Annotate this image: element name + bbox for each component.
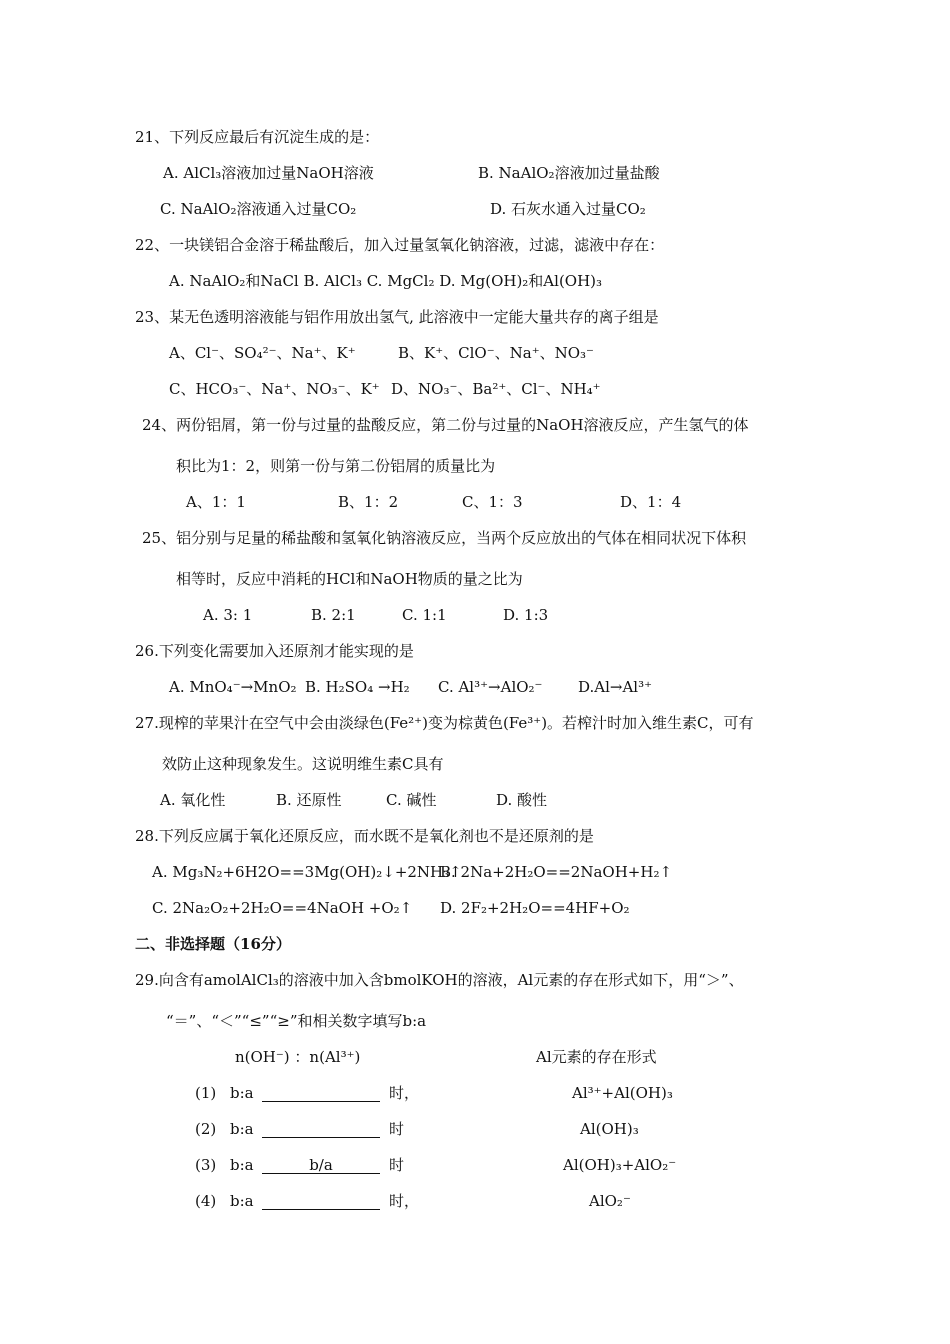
q27-option-b: B. 还原性 — [276, 791, 342, 809]
q25-option-d: D. 1:3 — [503, 606, 549, 624]
q29-row-label: b:a — [230, 1084, 254, 1102]
q26-option-b: B. H₂SO₄ →H₂ — [305, 678, 410, 696]
q28-option-a: A. Mg₃N₂+6H2O==3Mg(OH)₂↓+2NH₃↑ — [152, 863, 462, 881]
q29-row-number: (2) — [195, 1120, 217, 1138]
q25-stem-line1: 25、铝分别与足量的稀盐酸和氢氧化钠溶液反应，当两个反应放出的气体在相同状况下体积 — [142, 529, 747, 547]
q27-option-d: D. 酸性 — [496, 791, 548, 809]
q29-row-label: b:a — [230, 1120, 254, 1138]
q29-row-tail: 时 — [389, 1120, 405, 1138]
q21-option-d: D. 石灰水通入过量CO₂ — [490, 200, 646, 218]
q25-option-a: A. 3: 1 — [203, 606, 253, 624]
q29-row-form: Al(OH)₃ — [580, 1120, 639, 1138]
q21-option-c: C. NaAlO₂溶液通入过量CO₂ — [160, 200, 357, 218]
q26-option-d: D.Al→Al³⁺ — [578, 678, 653, 696]
q26-option-c: C. Al³⁺→AlO₂⁻ — [438, 678, 543, 696]
q29-answer-text: b/a — [309, 1156, 333, 1174]
q24-option-c: C、1：3 — [462, 493, 523, 511]
q29-row-number: (3) — [195, 1156, 217, 1174]
q25-option-c: C. 1:1 — [402, 606, 447, 624]
q21-option-a: A. AlCl₃溶液加过量NaOH溶液 — [163, 164, 374, 182]
q28-stem: 28.下列反应属于氧化还原反应，而水既不是氧化剂也不是还原剂的是 — [135, 827, 594, 845]
q27-option-c: C. 碱性 — [386, 791, 437, 809]
q23-stem: 23、某无色透明溶液能与铝作用放出氢气, 此溶液中一定能大量共存的离子组是 — [135, 308, 659, 326]
q24-option-b: B、1：2 — [338, 493, 399, 511]
q26-option-a: A. MnO₄⁻→MnO₂ — [169, 678, 297, 696]
q22-stem: 22、一块镁铝合金溶于稀盐酸后，加入过量氢氧化钠溶液，过滤，滤液中存在： — [135, 236, 665, 254]
q24-stem-line1: 24、两份铝屑，第一份与过量的盐酸反应，第二份与过量的NaOH溶液反应，产生氢气的体 — [142, 416, 749, 434]
q29-header-left: n(OH⁻) ：n(Al³⁺) — [235, 1048, 361, 1066]
q24-stem-line2: 积比为1：2，则第一份与第二份铝屑的质量比为 — [176, 457, 496, 475]
q29-answer-blank[interactable] — [262, 1083, 380, 1102]
q23-option-c: C、HCO₃⁻、Na⁺、NO₃⁻、K⁺ — [169, 380, 380, 398]
q22-options: A. NaAlO₂和NaCl B. AlCl₃ C. MgCl₂ D. Mg(OH)₂和Al(OH)₃ — [169, 272, 603, 290]
q23-option-a: A、Cl⁻、SO₄²⁻、Na⁺、K⁺ — [169, 344, 356, 362]
q24-option-a: A、1：1 — [186, 493, 246, 511]
q27-stem-line1: 27.现榨的苹果汁在空气中会由淡绿色(Fe²⁺)变为棕黄色(Fe³⁺)。若榨汁时加入维生素C，可有 — [135, 714, 754, 732]
q29-answer-blank[interactable] — [262, 1119, 380, 1138]
q26-stem: 26.下列变化需要加入还原剂才能实现的是 — [135, 642, 414, 660]
q29-row-tail: 时， — [389, 1192, 420, 1210]
q29-answer-blank[interactable] — [262, 1191, 380, 1210]
q29-row-tail: 时 — [389, 1156, 405, 1174]
q25-option-b: B. 2:1 — [311, 606, 356, 624]
q29-row-label: b:a — [230, 1156, 254, 1174]
q24-option-d: D、1：4 — [620, 493, 682, 511]
q29-row-form: AlO₂⁻ — [589, 1192, 631, 1210]
q29-row-number: (1) — [195, 1084, 217, 1102]
q29-header-right: Al元素的存在形式 — [536, 1048, 657, 1066]
q23-option-d: D、NO₃⁻、Ba²⁺、Cl⁻、NH₄⁺ — [391, 380, 601, 398]
q29-stem-line2: “＝”、“＜”“≤”“≥”和相关数字填写b:a — [166, 1012, 427, 1030]
q29-row-number: (4) — [195, 1192, 217, 1210]
q28-option-b: B. 2Na+2H₂O==2NaOH+H₂↑ — [440, 863, 673, 881]
q27-stem-line2: 效防止这种现象发生。这说明维生素C具有 — [162, 755, 444, 773]
q29-row-label: b:a — [230, 1192, 254, 1210]
q29-row-form: Al(OH)₃+AlO₂⁻ — [563, 1156, 677, 1174]
q29-stem-line1: 29.向含有amolAlCl₃的溶液中加入含bmolKOH的溶液，Al元素的存在形式如下，用“＞”、 — [135, 971, 744, 989]
q29-row-tail: 时， — [389, 1084, 420, 1102]
section-heading: 二、非选择题（16分） — [135, 935, 291, 953]
q21-stem: 21、下列反应最后有沉淀生成的是： — [135, 128, 380, 146]
q23-option-b: B、K⁺、ClO⁻、Na⁺、NO₃⁻ — [398, 344, 594, 362]
q28-option-c: C. 2Na₂O₂+2H₂O==4NaOH +O₂↑ — [152, 899, 413, 917]
q25-stem-line2: 相等时，反应中消耗的HCl和NaOH物质的量之比为 — [176, 570, 523, 588]
q21-option-b: B. NaAlO₂溶液加过量盐酸 — [478, 164, 660, 182]
q28-option-d: D. 2F₂+2H₂O==4HF+O₂ — [440, 899, 630, 917]
q27-option-a: A. 氧化性 — [160, 791, 226, 809]
q29-row-form: Al³⁺+Al(OH)₃ — [572, 1084, 673, 1102]
